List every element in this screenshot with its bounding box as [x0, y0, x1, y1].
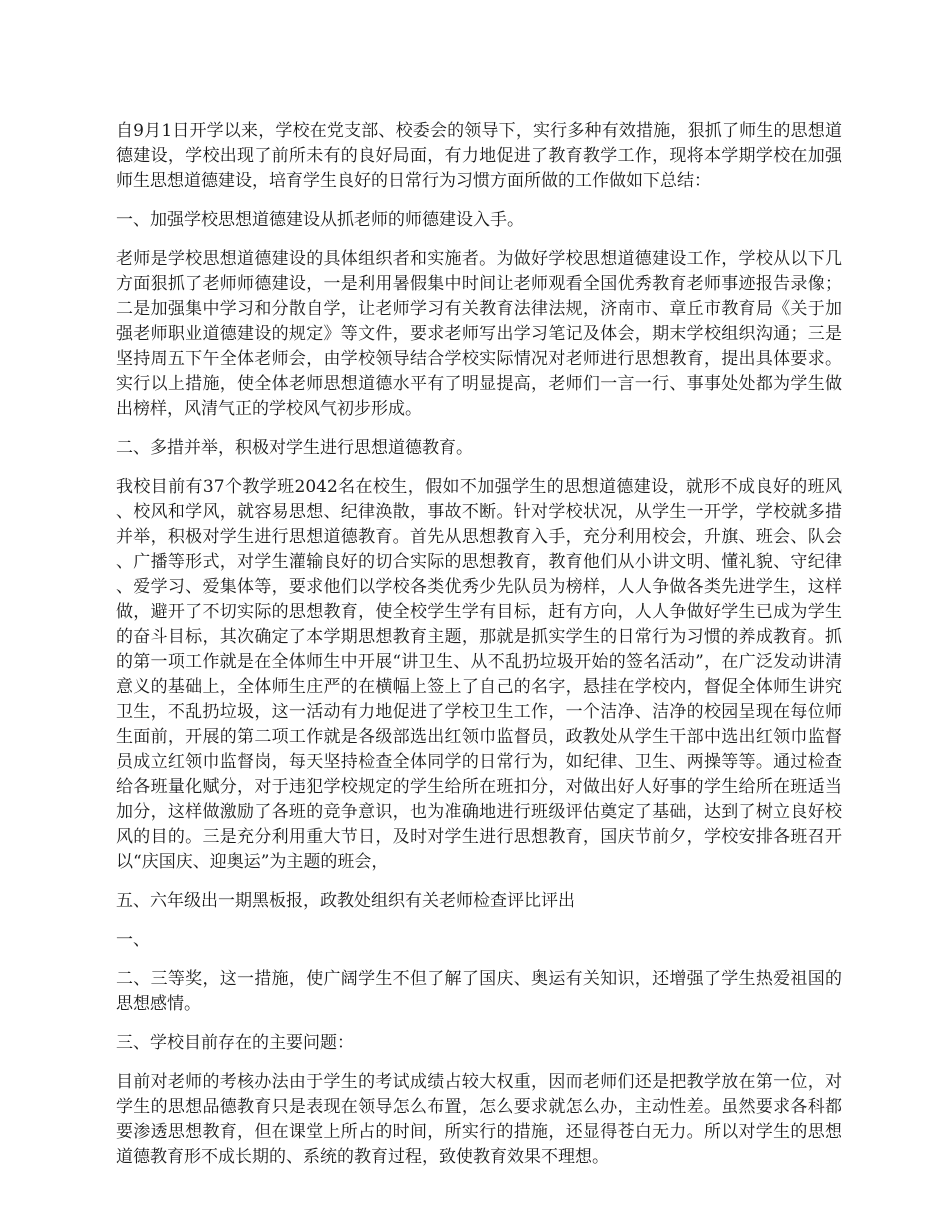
- blackboard-paragraph: 五、六年级出一期黑板报，政教处组织有关老师检查评比评出: [116, 891, 575, 911]
- teacher-ethics-paragraph: 老师是学校思想道德建设的具体组织者和实施者。为做好学校思想道德建设工作，学校从以下几方面狠抓了老师师德建设，一是利用暑假集中时间让老师观看全国优秀教育老师事迹报告录像；二是加强集中学习和分散自学，让老师学习有关教育法律法规，济南市、章丘市教育局《关于加强老师职业道德建设的规定》等文件，要求老师写出学习笔记及体会，期末学校组织沟通；三是坚持周五下午全体老师会，由学校领导结合学校实际情况对老师进行思想教育，提出具体要求。实行以上措施，使全体老师思想道德水平有了明显提高，老师们一言一行、事事处处都为学生做出榜样，风清气正的学校风气初步形成。: [116, 249, 842, 419]
- section-heading-3: 三、学校目前存在的主要问题：: [116, 1033, 354, 1053]
- first-prize-paragraph: 一、: [116, 930, 150, 950]
- student-education-paragraph: 我校目前有37个教学班2042名在校生，假如不加强学生的思想道德建设，就形不成良好的班风、校风和学风，就容易思想、纪律涣散，事故不断。针对学校状况，从学生一开学，学校就多措并举，积极对学生进行思想道德教育。首先从思想教育入手，充分利用校会，升旗、班会、队会、广播等形式，对学生灌输良好的切合实际的思想教育，教育他们从小讲文明、懂礼貌、守纪律、爱学习、爱集体等，要求他们以学校各类优秀少先队员为榜样，人人争做各类先进学生，这样做，避开了不切实际的思想教育，使全校学生学有目标，赶有方向，人人争做好学生已成为学生的奋斗目标，其次确定了本学期思想教育主题，那就是抓实学生的日常行为习惯的养成教育。抓的第一项工作就是在全体师生中开展“讲卫生、从不乱扔垃圾开始的签名活动”，在广泛发动讲清意义的基础上，全体师生庄严的在横幅上签上了自己的名字，悬挂在学校内，督促全体师生讲究卫生，不乱扔垃圾，这一活动有力地促进了学校卫生工作，一个洁净、洁净的校园呈现在每位师生面前，开展的第二项工作就是各级部选出红领巾监督员，政教处从学生干部中选出红领巾监督员成立红领巾监督岗，每天坚持检查全体同学的日常行为，如纪律、卫生、两操等等。通过检查给各班量化赋分，对于违犯学校规定的学生给所在班扣分，对做出好人好事的学生给所在班适当加分，这样做激励了各班的竞争意识，也为准确地进行班级评估奠定了基础，达到了树立良好校风的目的。三是充分利用重大节日，及时对学生进行思想教育，国庆节前夕，学校安排各班召开以“庆国庆、迎奥运”为主题的班会，: [116, 477, 842, 872]
- document-body: [116, 119, 842, 1184]
- section-heading-2: 二、多措并举，积极对学生进行思想道德教育。: [116, 438, 473, 458]
- intro-paragraph: 自9月1日开学以来，学校在党支部、校委会的领导下，实行多种有效措施，狠抓了师生的思想道德建设，学校出现了前所未有的良好局面，有力地促进了教育教学工作，现将本学期学校在加强师生思想道德建设，培育学生良好的日常行为习惯方面所做的工作做如下总结：: [116, 121, 842, 191]
- problems-paragraph: 目前对老师的考核办法由于学生的考试成绩占较大权重，因而老师们还是把教学放在第一位，对学生的思想品德教育只是表现在领导怎么布置，怎么要求就怎么办，主动性差。虽然要求各科都要渗透思想教育，但在课堂上所占的时间，所实行的措施，还显得苍白无力。所以对学生的思想道德教育形不成长期的、系统的教育过程，致使教育效果不理想。: [116, 1072, 842, 1167]
- section-heading-1: 一、加强学校思想道德建设从抓老师的师德建设入手。: [116, 210, 524, 230]
- prize-paragraph: 二、三等奖，这一措施，使广阔学生不但了解了国庆、奥运有关知识，还增强了学生热爱祖国的思想感情。: [116, 969, 842, 1014]
